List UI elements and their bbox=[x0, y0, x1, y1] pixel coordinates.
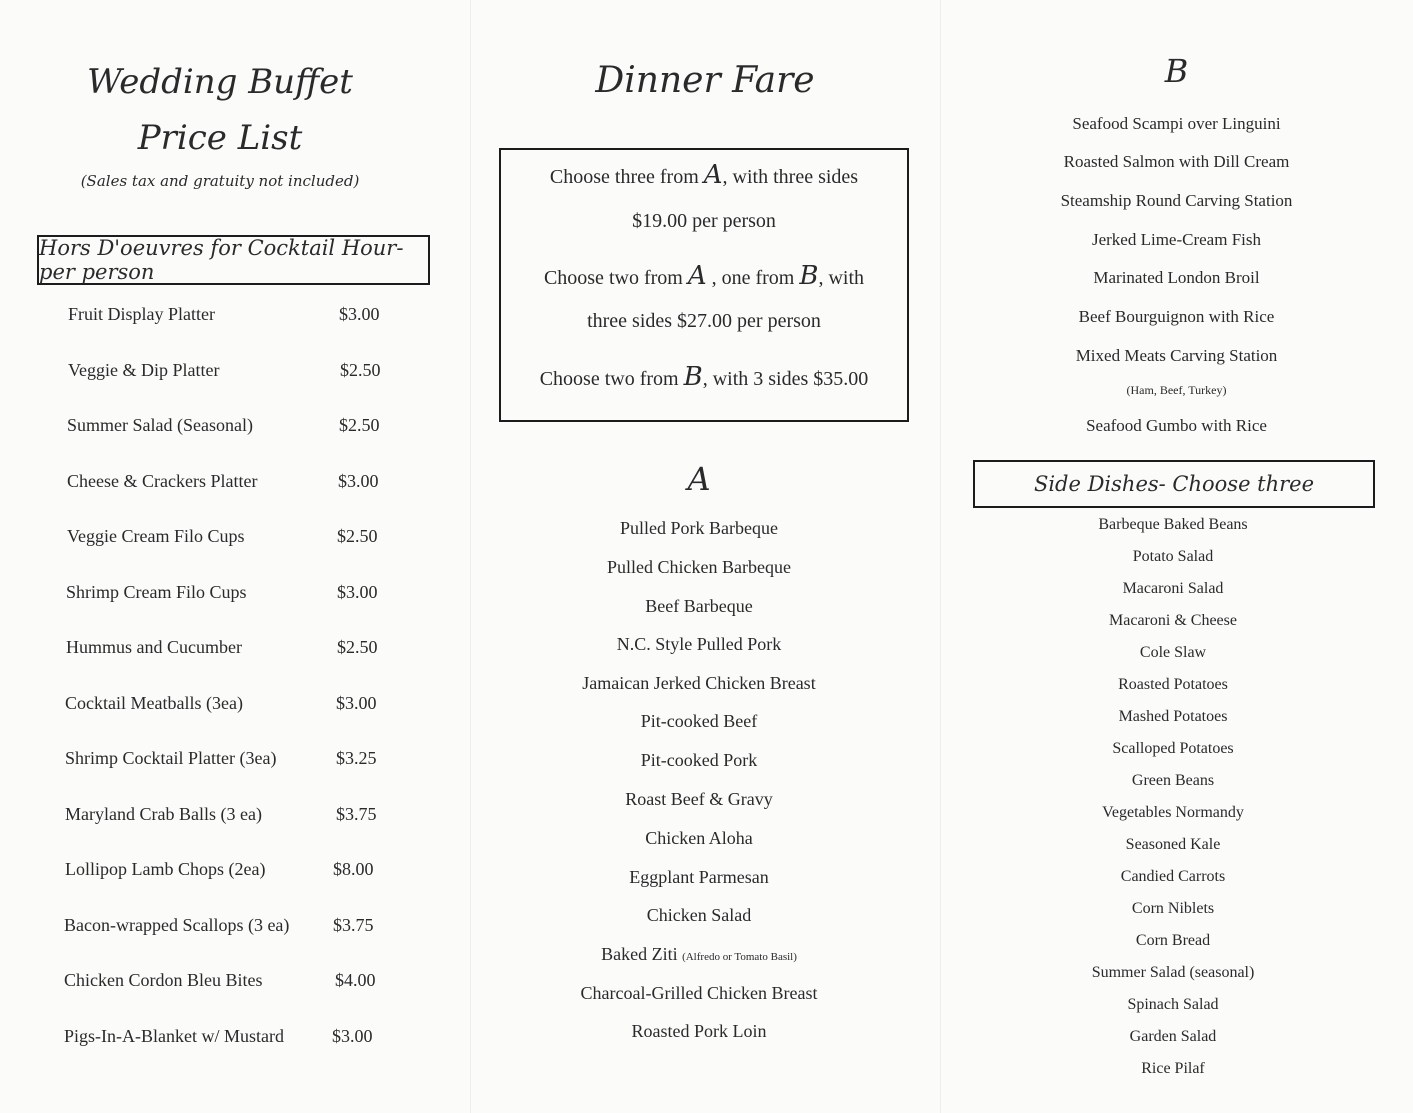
item-name: Hummus and Cucumber bbox=[66, 637, 242, 657]
item-name: Maryland Crab Balls (3 ea) bbox=[65, 804, 262, 824]
mixed-meats-note: (Ham, Beef, Turkey) bbox=[1126, 383, 1227, 397]
side-dish-item: Seasoned Kale bbox=[1125, 836, 1221, 853]
side-dishes-header-label: Side Dishes- Choose three bbox=[1033, 472, 1315, 496]
dinner-fare-panel bbox=[470, 0, 940, 1113]
choice-text: , with 3 sides $35.00 bbox=[702, 368, 869, 390]
choice-option-2-price: three sides $27.00 per person bbox=[587, 310, 821, 332]
side-dish-item: Roasted Potatoes bbox=[1118, 676, 1228, 693]
item-price: $8.00 bbox=[333, 859, 374, 879]
menu-a-item: Charcoal-Grilled Chicken Breast bbox=[580, 983, 818, 1003]
hors-doeuvres-header-label: Hors D'oeuvres for Cocktail Hour- per person bbox=[39, 236, 404, 284]
item-price: $2.50 bbox=[337, 526, 378, 546]
dinner-choice-box bbox=[499, 148, 909, 422]
choice-option-1-price: $19.00 per person bbox=[632, 210, 776, 232]
choice-text: , with three sides bbox=[722, 166, 859, 188]
price-list-panel bbox=[0, 0, 470, 1113]
item-name: Shrimp Cocktail Platter (3ea) bbox=[65, 748, 277, 768]
menu-a-item: Chicken Salad bbox=[646, 905, 752, 925]
menu-a-item: Pulled Chicken Barbeque bbox=[607, 557, 791, 577]
baked-ziti-note: (Alfredo or Tomato Basil) bbox=[682, 951, 797, 963]
menu-b-item: Seafood Scampi over Linguini bbox=[1072, 114, 1281, 133]
choice-text: , one from bbox=[706, 267, 800, 289]
item-price: $2.50 bbox=[339, 415, 380, 435]
item-name: Summer Salad (Seasonal) bbox=[67, 415, 253, 435]
item-name: Cocktail Meatballs (3ea) bbox=[65, 693, 243, 713]
menu-letter-b: B bbox=[683, 362, 703, 392]
side-dish-item: Potato Salad bbox=[1132, 548, 1214, 565]
item-price: $3.00 bbox=[332, 1026, 373, 1046]
side-dish-item: Garden Salad bbox=[1129, 1028, 1217, 1045]
item-name: Shrimp Cream Filo Cups bbox=[66, 582, 247, 602]
b-menu-panel bbox=[940, 0, 1413, 1113]
item-price: $4.00 bbox=[335, 970, 376, 990]
menu-a-item: Roasted Pork Loin bbox=[631, 1021, 767, 1041]
menu-a-item: Beef Barbeque bbox=[645, 596, 753, 616]
menu-b-item: Marinated London Broil bbox=[1093, 268, 1260, 287]
choice-option-2 bbox=[501, 261, 907, 291]
choice-text: , with bbox=[818, 267, 865, 289]
item-price: $3.25 bbox=[336, 748, 377, 768]
menu-a-item: Chicken Aloha bbox=[645, 828, 753, 848]
item-price: $3.75 bbox=[333, 915, 374, 935]
menu-b-item: Roasted Salmon with Dill Cream bbox=[1063, 152, 1290, 171]
side-dish-item: Mashed Potatoes bbox=[1118, 708, 1228, 725]
side-dish-item: Rice Pilaf bbox=[1141, 1060, 1205, 1077]
choice-text: Choose three from bbox=[549, 166, 704, 188]
side-dish-item: Corn Niblets bbox=[1131, 900, 1215, 917]
menu-letter-a: A bbox=[703, 160, 723, 190]
menu-b-item: Beef Bourguignon with Rice bbox=[1078, 307, 1275, 326]
item-price: $2.50 bbox=[340, 360, 381, 380]
item-price: $2.50 bbox=[337, 637, 378, 657]
choice-text: Choose two from bbox=[543, 267, 688, 289]
item-name: Veggie Cream Filo Cups bbox=[67, 526, 245, 546]
side-dish-item: Macaroni Salad bbox=[1122, 580, 1224, 597]
side-dish-item: Corn Bread bbox=[1135, 932, 1211, 949]
side-dish-item: Spinach Salad bbox=[1127, 996, 1219, 1013]
side-dish-item: Summer Salad (seasonal) bbox=[1091, 964, 1255, 981]
choice-option-1 bbox=[501, 160, 907, 190]
side-dish-item: Cole Slaw bbox=[1139, 644, 1207, 661]
menu-b-item: Mixed Meats Carving Station bbox=[1075, 346, 1278, 365]
side-dish-item: Candied Carrots bbox=[1120, 868, 1226, 885]
menu-a-item: Pit-cooked Pork bbox=[640, 750, 758, 770]
menu-b-item: Seafood Gumbo with Rice bbox=[1086, 416, 1267, 435]
menu-a-item: Roast Beef & Gravy bbox=[625, 789, 773, 809]
dinner-fare-title: Dinner Fare bbox=[595, 60, 815, 101]
menu-b-item: Steamship Round Carving Station bbox=[1060, 191, 1293, 210]
choice-text: Choose two from bbox=[539, 368, 684, 390]
tax-note: (Sales tax and gratuity not included) bbox=[80, 172, 360, 190]
side-dish-item: Scalloped Potatoes bbox=[1112, 740, 1234, 757]
item-name: Fruit Display Platter bbox=[68, 304, 215, 324]
menu-a-item: Pit-cooked Beef bbox=[640, 711, 758, 731]
item-name: Chicken Cordon Bleu Bites bbox=[64, 970, 263, 990]
menu-a-item: Jamaican Jerked Chicken Breast bbox=[582, 673, 816, 693]
menu-a-item-baked-ziti bbox=[470, 944, 928, 965]
choice-option-3 bbox=[501, 362, 907, 392]
item-name: Bacon-wrapped Scallops (3 ea) bbox=[64, 915, 290, 935]
side-dish-item: Vegetables Normandy bbox=[1102, 804, 1244, 821]
page-title-line2: Price List bbox=[137, 118, 303, 158]
item-name: Lollipop Lamb Chops (2ea) bbox=[65, 859, 266, 879]
item-name: Veggie & Dip Platter bbox=[68, 360, 220, 380]
hors-doeuvres-header bbox=[37, 235, 430, 285]
menu-a-item: Pulled Pork Barbeque bbox=[620, 518, 778, 538]
item-price: $3.00 bbox=[339, 304, 380, 324]
menu-letter-a: A bbox=[687, 261, 707, 291]
item-price: $3.00 bbox=[337, 582, 378, 602]
item-name: Pigs-In-A-Blanket w/ Mustard bbox=[64, 1026, 284, 1046]
item-name: Cheese & Crackers Platter bbox=[67, 471, 258, 491]
menu-letter-b: B bbox=[799, 261, 819, 291]
item-price: $3.75 bbox=[336, 804, 377, 824]
menu-a-item: N.C. Style Pulled Pork bbox=[616, 634, 782, 654]
menu-a-heading: A bbox=[687, 460, 711, 498]
menu-b-heading: B bbox=[1164, 52, 1189, 90]
menu-a-item-label: Baked Ziti bbox=[601, 944, 678, 964]
menu-b-item: Jerked Lime-Cream Fish bbox=[1091, 230, 1261, 249]
side-dishes-header bbox=[973, 460, 1375, 508]
menu-a-item: Eggplant Parmesan bbox=[629, 867, 769, 887]
item-price: $3.00 bbox=[336, 693, 377, 713]
page-title-line1: Wedding Buffet bbox=[87, 62, 353, 102]
side-dish-item: Green Beans bbox=[1131, 772, 1215, 789]
side-dish-item: Macaroni & Cheese bbox=[1109, 612, 1237, 629]
side-dish-item: Barbeque Baked Beans bbox=[1098, 516, 1248, 533]
item-price: $3.00 bbox=[338, 471, 379, 491]
